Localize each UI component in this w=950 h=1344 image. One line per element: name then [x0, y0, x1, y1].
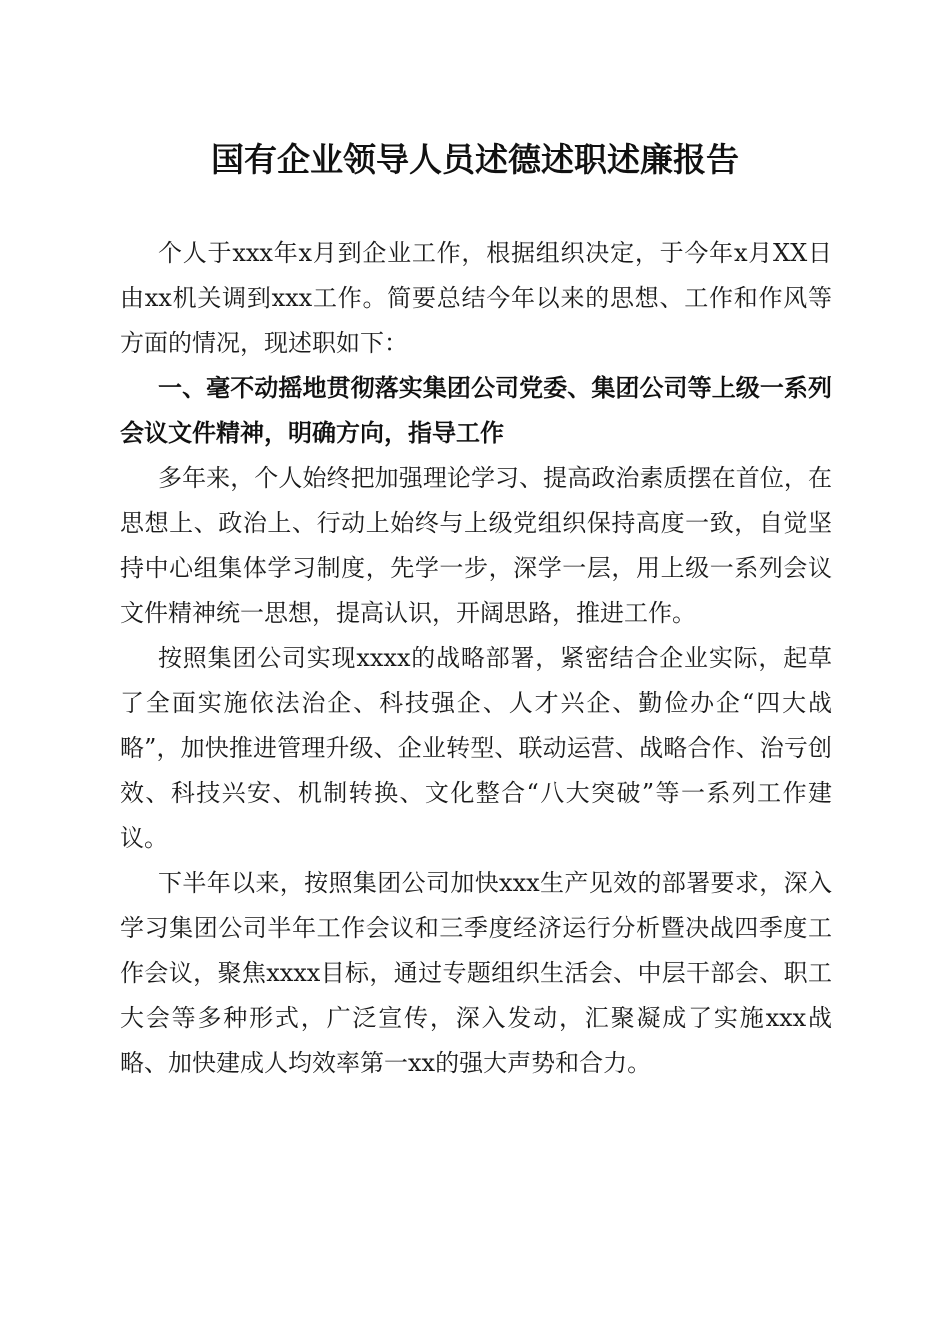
paragraph-second-half: 下半年以来，按照集团公司加快xxx生产见效的部署要求，深入学习集团公司半年工作会议和三季度经济运行分析暨决战四季度工作会议，聚焦xxxx目标，通过专题组织生活会、中层干部会、职工大会等多种形式，广泛宣传，深入发动，汇聚凝成了实施xxx战略、加快建成人均效率第一xx的强大声势和合力。: [120, 869, 832, 1077]
intro-paragraph: 个人于xxx年x月到企业工作，根据组织决定，于今年x月XX日由xx机关调到xxx工作。简要总结今年以来的思想、工作和作风等方面的情况，现述职如下：: [120, 239, 832, 357]
document-title: 国有企业领导人员述德述职述廉报告: [211, 140, 739, 179]
paragraph-strategy: 按照集团公司实现xxxx的战略部署，紧密结合企业实际，起草了全面实施依法治企、科技强企、人才兴企、勤俭办企“四大战略”，加快推进管理升级、企业转型、联动运营、战略合作、治亏创效、科技兴安、机制转换、文化整合“八大突破”等一系列工作建议。: [120, 644, 832, 852]
paragraph-study: 多年来，个人始终把加强理论学习、提高政治素质摆在首位，在思想上、政治上、行动上始终与上级党组织保持高度一致，自觉坚持中心组集体学习制度，先学一步，深学一层，用上级一系列会议文件精神统一思想，提高认识，开阔思路，推进工作。: [120, 464, 832, 627]
section-heading-1: 一、毫不动摇地贯彻落实集团公司党委、集团公司等上级一系列会议文件精神，明确方向，指导工作: [120, 374, 832, 447]
document-body: [120, 231, 832, 1086]
